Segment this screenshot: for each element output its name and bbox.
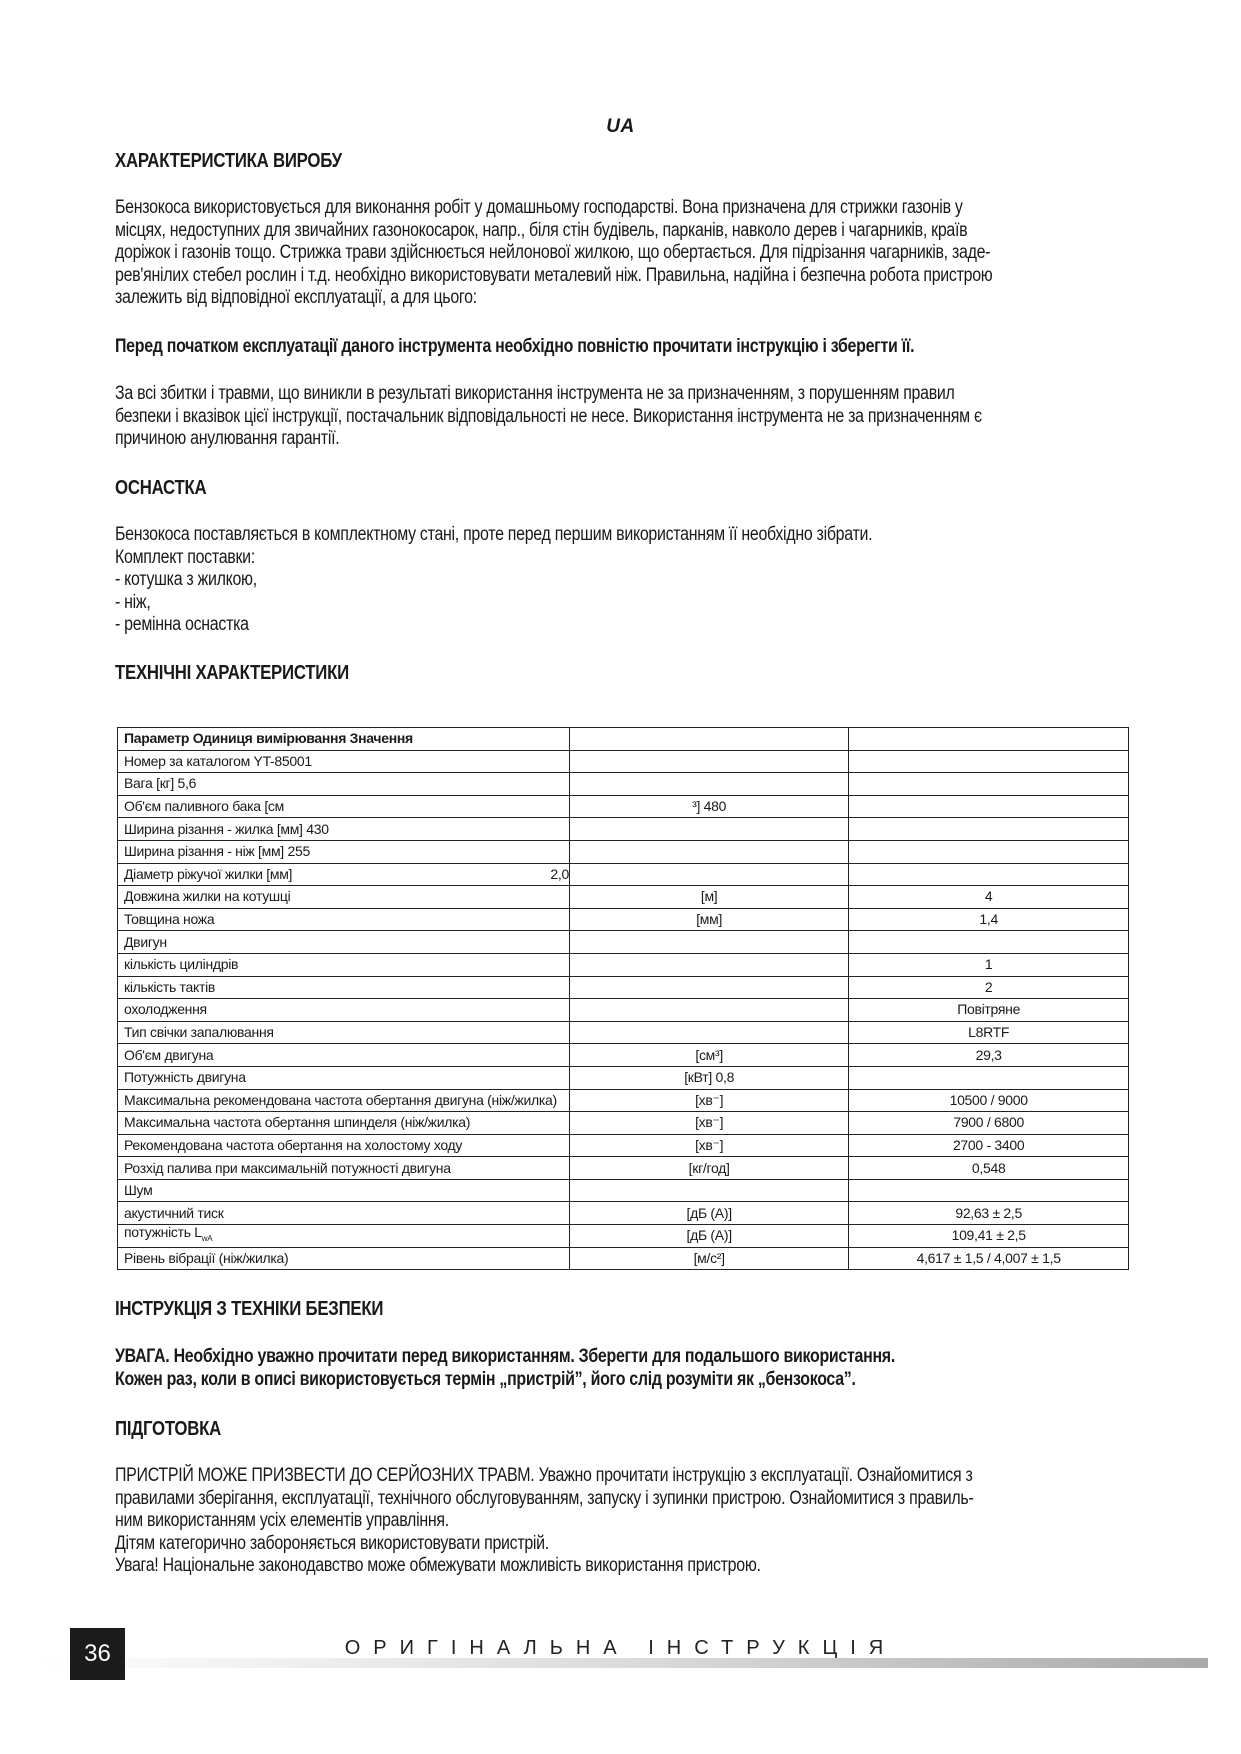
table-cell: охолодження xyxy=(118,999,570,1022)
table-cell: Повітряне xyxy=(849,999,1129,1022)
table-cell: Рівень вібрації (ніж/жилка) xyxy=(118,1247,570,1270)
table-cell: Об'єм паливного бака [см xyxy=(118,795,570,818)
table-cell: Товщина ножа xyxy=(118,908,570,931)
heading-product-description: ХАРАКТЕРИСТИКА ВИРОБУ xyxy=(115,150,342,172)
table-cell xyxy=(849,773,1129,796)
table-cell: L8RTF xyxy=(849,1021,1129,1044)
table-row xyxy=(118,1179,1129,1202)
table-cell: 2 xyxy=(849,976,1129,999)
table-cell: [м] xyxy=(569,886,848,909)
table-cell: Тип свічки запалювання xyxy=(118,1021,570,1044)
table-cell: [м/с²] xyxy=(569,1247,848,1270)
table-cell xyxy=(849,863,1129,886)
table-cell xyxy=(849,931,1129,954)
table-cell xyxy=(849,750,1129,773)
table-cell xyxy=(569,1021,848,1044)
table-row xyxy=(118,1225,1129,1248)
table-cell: [хв⁻] xyxy=(569,1134,848,1157)
table-cell: Рекомендована частота обертання на холостому ходу xyxy=(118,1134,570,1157)
table-cell: Максимальна частота обертання шпинделя (ніж/жилка) xyxy=(118,1112,570,1135)
table-cell xyxy=(569,818,848,841)
table-cell: Двигун xyxy=(118,931,570,954)
table-cell: Параметр Одиниця вимірювання Значення xyxy=(118,728,570,751)
lwa-subscript: wA xyxy=(201,1234,213,1244)
table-cell xyxy=(569,1179,848,1202)
table-cell xyxy=(569,953,848,976)
table-cell: кількість циліндрів xyxy=(118,953,570,976)
equipment-paragraph: Бензокоса поставляється в комплектному стані, проте перед першим використанням її необхідно зібрати. Комплект поставки: - котушка з жилкою, - ніж, - ремінна оснастка xyxy=(115,524,873,635)
table-row xyxy=(118,773,1129,796)
table-cell: 1 xyxy=(849,953,1129,976)
heading-equipment: ОСНАСТКА xyxy=(115,477,207,499)
table-row xyxy=(118,750,1129,773)
table-cell: Довжина жилки на котушці xyxy=(118,886,570,909)
table-cell: 109,41 ± 2,5 xyxy=(849,1225,1129,1248)
table-cell: ³] 480 xyxy=(569,795,848,818)
table-cell: 29,3 xyxy=(849,1044,1129,1067)
table-cell: потужність $L_{wA}$ xyxy=(118,1225,570,1248)
table-row xyxy=(118,818,1129,841)
table-cell: 4,617 ± 1,5 / 4,007 ± 1,5 xyxy=(849,1247,1129,1270)
table-cell: [см³] xyxy=(569,1044,848,1067)
table-row xyxy=(118,1247,1129,1270)
table-row xyxy=(118,1134,1129,1157)
table-row xyxy=(118,908,1129,931)
table-cell: Ширина різання - ніж [мм] 255 xyxy=(118,840,570,863)
table-cell: Номер за каталогом YT-85001 xyxy=(118,750,570,773)
language-code: UA xyxy=(606,116,635,137)
table-header-row xyxy=(118,728,1129,751)
table-cell: [дБ (А)] xyxy=(569,1202,848,1225)
table-cell: 4 xyxy=(849,886,1129,909)
table-cell: [хв⁻] xyxy=(569,1089,848,1112)
specifications-table xyxy=(117,727,1129,1270)
table-cell: акустичний тиск xyxy=(118,1202,570,1225)
table-cell: 7900 / 6800 xyxy=(849,1112,1129,1135)
read-instructions-notice: Перед початком експлуатації даного інструмента необхідно повністю прочитати інструкцію і зберегти її. xyxy=(115,336,915,357)
table-row xyxy=(118,1021,1129,1044)
heading-technical-specs: ТЕХНІЧНІ ХАРАКТЕРИСТИКИ xyxy=(115,662,349,684)
table-row xyxy=(118,1044,1129,1067)
table-row xyxy=(118,863,1129,886)
table-cell: Максимальна рекомендована частота обертання двигуна (ніж/жилка) xyxy=(118,1089,570,1112)
table-cell: 2700 - 3400 xyxy=(849,1134,1129,1157)
table-cell: [кВт] 0,8 xyxy=(569,1066,848,1089)
table-row xyxy=(118,1202,1129,1225)
table-row xyxy=(118,1112,1129,1135)
table-cell: 1,4 xyxy=(849,908,1129,931)
table-cell xyxy=(569,773,848,796)
liability-paragraph: За всі збитки і травми, що виникли в результаті використання інструмента не за призначенням, з порушенням правил безпеки і вказівок цієї інструкції, постачальник відповідальності не несе. Використання інструмента не за призначенням є причиною анулювання гарантії. xyxy=(115,383,982,449)
table-cell: Об'єм двигуна xyxy=(118,1044,570,1067)
table-cell xyxy=(849,840,1129,863)
table-cell xyxy=(569,728,848,751)
table-row xyxy=(118,795,1129,818)
table-cell xyxy=(849,795,1129,818)
preparation-paragraph: ПРИСТРІЙ МОЖЕ ПРИЗВЕСТИ ДО СЕРЙОЗНИХ ТРАВМ. Уважно прочитати інструкцію з експлуатації. Ознайомитися з правилами зберігання, експлуатації, технічного обслуговуванням, запуску і зупинки пристрою. Ознайомитися з правиль- ним використанням усіх елементів управління. Дітям категорично забороняється використовувати пристрій. Увага! Національне законодавство може обмежувати можливість використання пристрою. xyxy=(115,1465,974,1576)
table-cell: [мм] xyxy=(569,908,848,931)
table-row xyxy=(118,840,1129,863)
table-cell: 92,63 ± 2,5 xyxy=(849,1202,1129,1225)
line-diameter-value: 2,0 xyxy=(550,865,569,882)
table-cell: Потужність двигуна xyxy=(118,1066,570,1089)
safety-warning: УВАГА. Необхідно уважно прочитати перед використанням. Зберегти для подальшого використання. Кожен раз, коли в описі використовується термін „пристрій”, його слід розуміти як „бензокоса”. xyxy=(115,1346,895,1390)
table-cell xyxy=(569,863,848,886)
table-cell xyxy=(569,931,848,954)
table-cell: Ширина різання - жилка [мм] 430 xyxy=(118,818,570,841)
table-cell xyxy=(849,728,1129,751)
table-cell xyxy=(569,976,848,999)
table-row xyxy=(118,886,1129,909)
table-cell: кількість тактів xyxy=(118,976,570,999)
product-description-paragraph: Бензокоса використовується для виконання робіт у домашньому господарстві. Вона призначена для стрижки газонів у місцях, недоступних для звичайних газонокосарок, напр., біля стін будівель, парканів, навколо дерев і чагарників, країв доріжок і газонів тощо. Стрижка трави здійснюється нейлонової жилкою, що обертається. Для підрізання чагарників, заде- рев'янілих стебел рослин і т.д. необхідно використовувати металевий ніж. Правильна, надійна і безпечна робота пристрою залежить від відповідної експлуатації, а для цього: xyxy=(115,197,993,308)
table-cell xyxy=(849,818,1129,841)
table-cell xyxy=(569,750,848,773)
table-cell: 10500 / 9000 xyxy=(849,1089,1129,1112)
table-cell: Діаметр ріжучої жилки [мм] 2,0 xyxy=(118,863,570,886)
table-row xyxy=(118,1157,1129,1180)
table-row xyxy=(118,953,1129,976)
table-cell xyxy=(849,1066,1129,1089)
table-row xyxy=(118,1066,1129,1089)
table-cell: Шум xyxy=(118,1179,570,1202)
table-cell xyxy=(849,1179,1129,1202)
table-row xyxy=(118,999,1129,1022)
heading-safety-instructions: ІНСТРУКЦІЯ З ТЕХНІКИ БЕЗПЕКИ xyxy=(115,1298,384,1320)
page-number: 36 xyxy=(70,1628,125,1680)
heading-preparation: ПІДГОТОВКА xyxy=(115,1418,221,1440)
table-cell: [дБ (А)] xyxy=(569,1225,848,1248)
table-cell: 0,548 xyxy=(849,1157,1129,1180)
table-row xyxy=(118,931,1129,954)
table-row xyxy=(118,1089,1129,1112)
table-cell: [хв⁻] xyxy=(569,1112,848,1135)
table-cell: Вага [кг] 5,6 xyxy=(118,773,570,796)
table-cell xyxy=(569,999,848,1022)
table-row xyxy=(118,976,1129,999)
table-cell: Розхід палива при максимальній потужності двигуна xyxy=(118,1157,570,1180)
footer-original-instruction: ОРИГІНАЛЬНА ІНСТРУКЦІЯ xyxy=(344,1637,897,1659)
table-cell: [кг/год] xyxy=(569,1157,848,1180)
table-cell xyxy=(569,840,848,863)
